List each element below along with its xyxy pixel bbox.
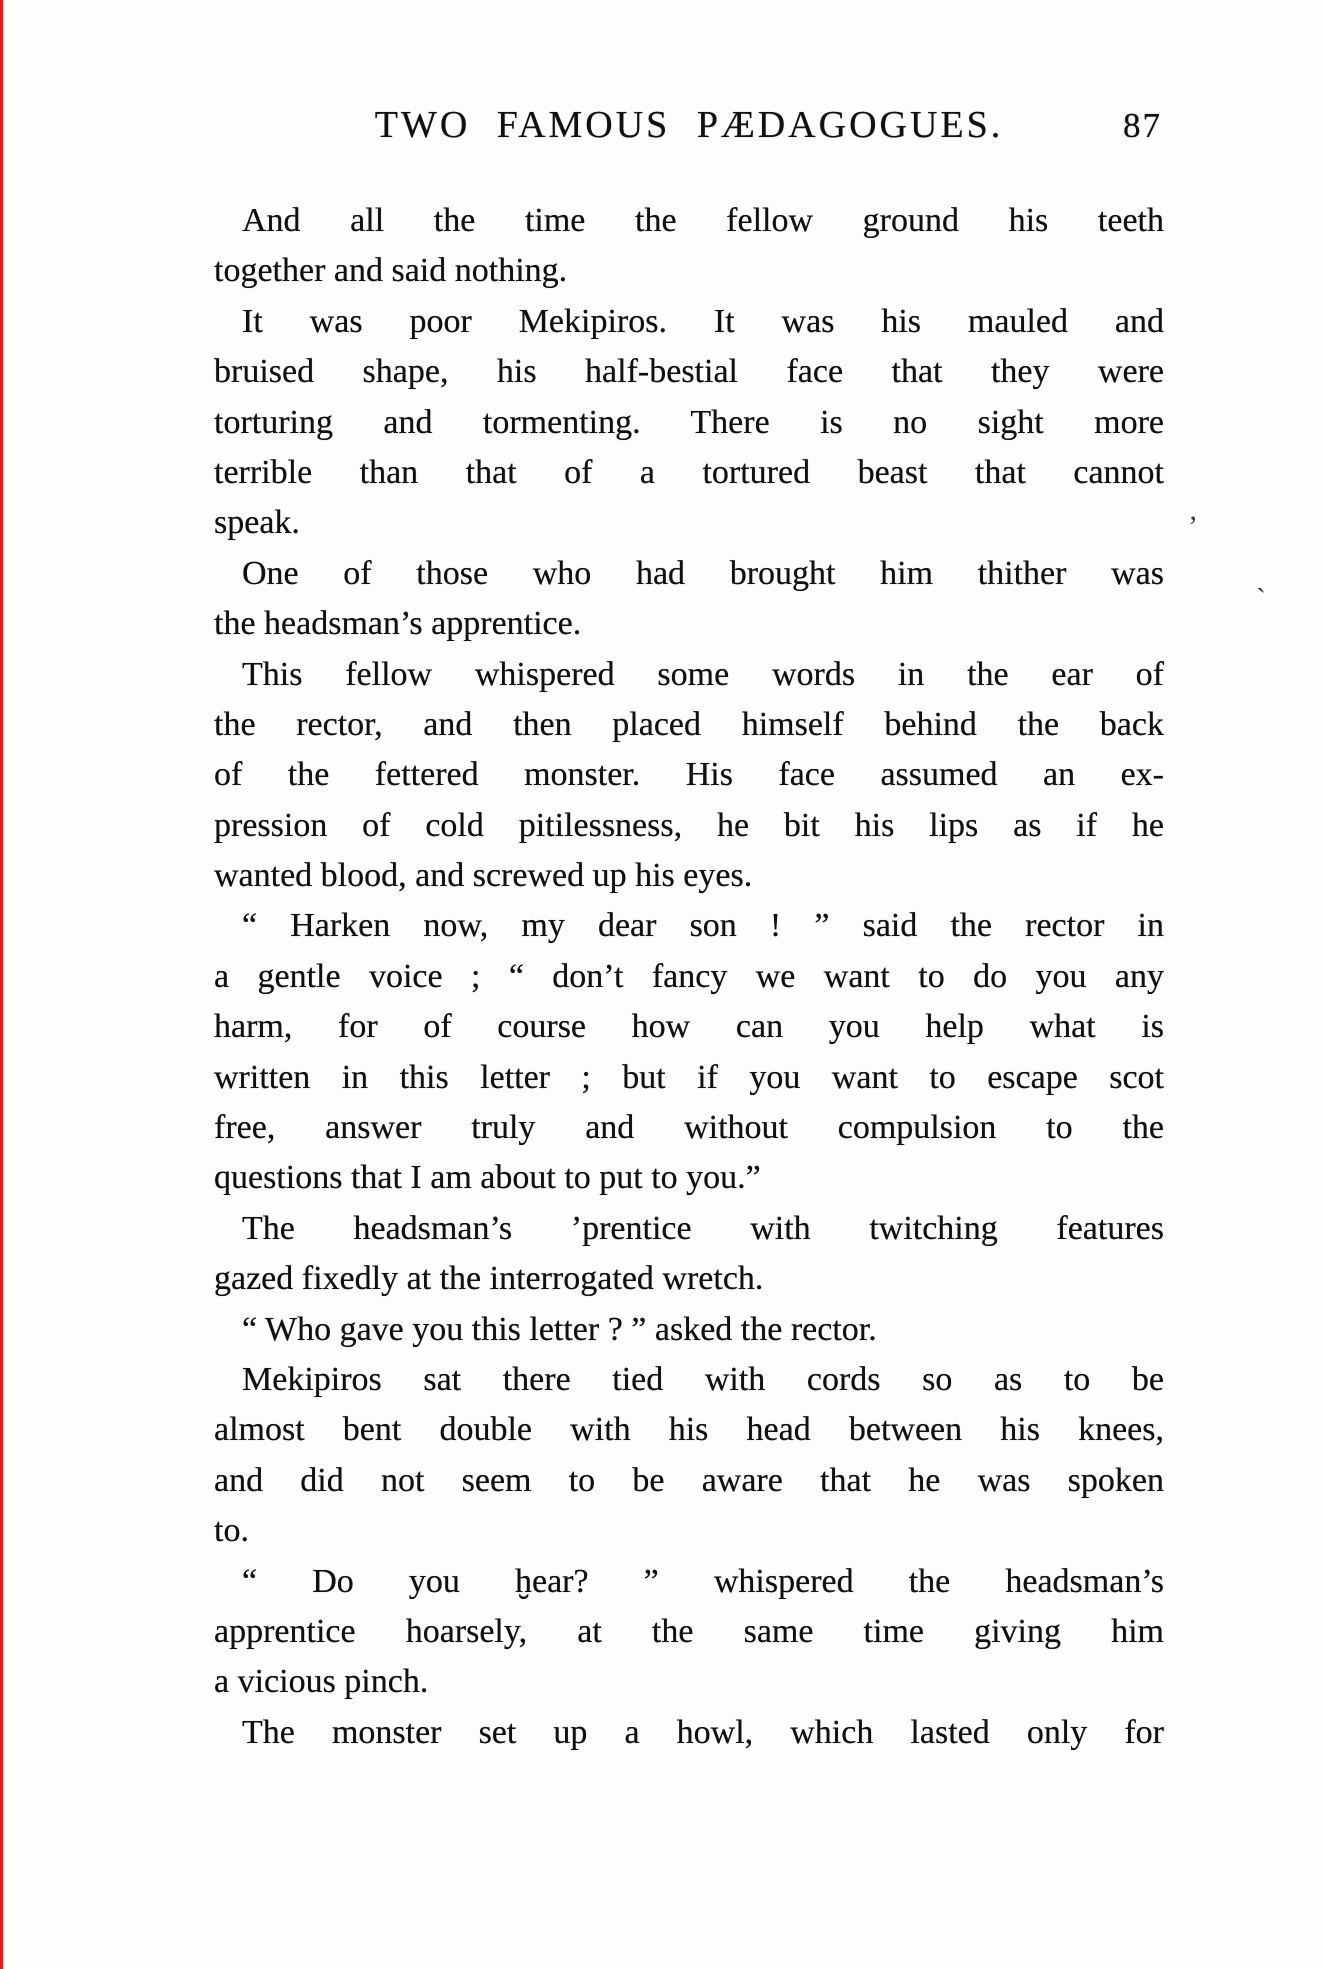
print-speck: ˏ (1256, 560, 1266, 593)
text-line: The headsman’s ’prentice with twitching features (242, 1209, 1164, 1247)
text-line: One of those who had brought him thither was (242, 554, 1164, 592)
print-speck: ’ (1188, 510, 1198, 543)
page-number: 87 (1123, 106, 1162, 145)
text-line: terrible than that of a tortured beast that cannot (214, 453, 1164, 491)
text-line: questions that I am about to put to you.” (214, 1159, 761, 1197)
text-line: The monster set up a howl, which lasted only for (242, 1713, 1164, 1751)
text-line: gazed fixedly at the interrogated wretch. (214, 1260, 764, 1298)
text-line: And all the time the fellow ground his teeth (242, 202, 1164, 239)
text-block (214, 196, 1164, 1758)
text-line: “ Who gave you this letter ? ” asked the rector. (242, 1310, 877, 1348)
text-line: the rector, and then placed himself behind the back (214, 705, 1164, 743)
text-line: harm, for of course how can you help what is (214, 1008, 1164, 1046)
text-line: and did not seem to be aware that he was spoken (214, 1461, 1164, 1499)
text-line: a gentle voice ; “ don’t fancy we want to do you any (214, 957, 1164, 995)
text-line: written in this letter ; but if you want to escape scot (214, 1058, 1164, 1096)
text-line: bruised shape, his half-bestial face that they were (214, 353, 1164, 391)
text-line: apprentice hoarsely, at the same time giving him (214, 1612, 1164, 1650)
text-line: speak. (214, 504, 300, 542)
text-line: pression of cold pitilessness, he bit his lips as if he (214, 806, 1164, 844)
text-line: free, answer truly and without compulsion to the (214, 1109, 1164, 1147)
page-header (214, 102, 1164, 148)
text-line: the headsman’s apprentice. (214, 605, 582, 643)
text-line: almost bent double with his head between his knees, (214, 1411, 1164, 1449)
text-line: together and said nothing. (214, 252, 568, 290)
text-line: to. (214, 1512, 249, 1550)
text-line: Mekipiros sat there tied with cords so as to be (242, 1360, 1164, 1398)
text-line: of the fettered monster. His face assumed an ex- (214, 756, 1164, 794)
left-edge-stripe (0, 0, 3, 1969)
text-line: torturing and tormenting. There is no sight more (214, 403, 1164, 441)
text-line: It was poor Mekipiros. It was his mauled and (242, 302, 1164, 340)
text-line: wanted blood, and screwed up his eyes. (214, 857, 753, 895)
running-title: TWO FAMOUS PÆDAGOGUES. (374, 104, 1004, 146)
text-line: “ Harken now, my dear son ! ” said the rector in (242, 907, 1164, 945)
text-line: This fellow whispered some words in the ear of (242, 655, 1164, 693)
text-line: “ Do you ḫear? ” whispered the headsman’s (242, 1562, 1164, 1600)
text-line: a vicious pinch. (214, 1663, 429, 1701)
